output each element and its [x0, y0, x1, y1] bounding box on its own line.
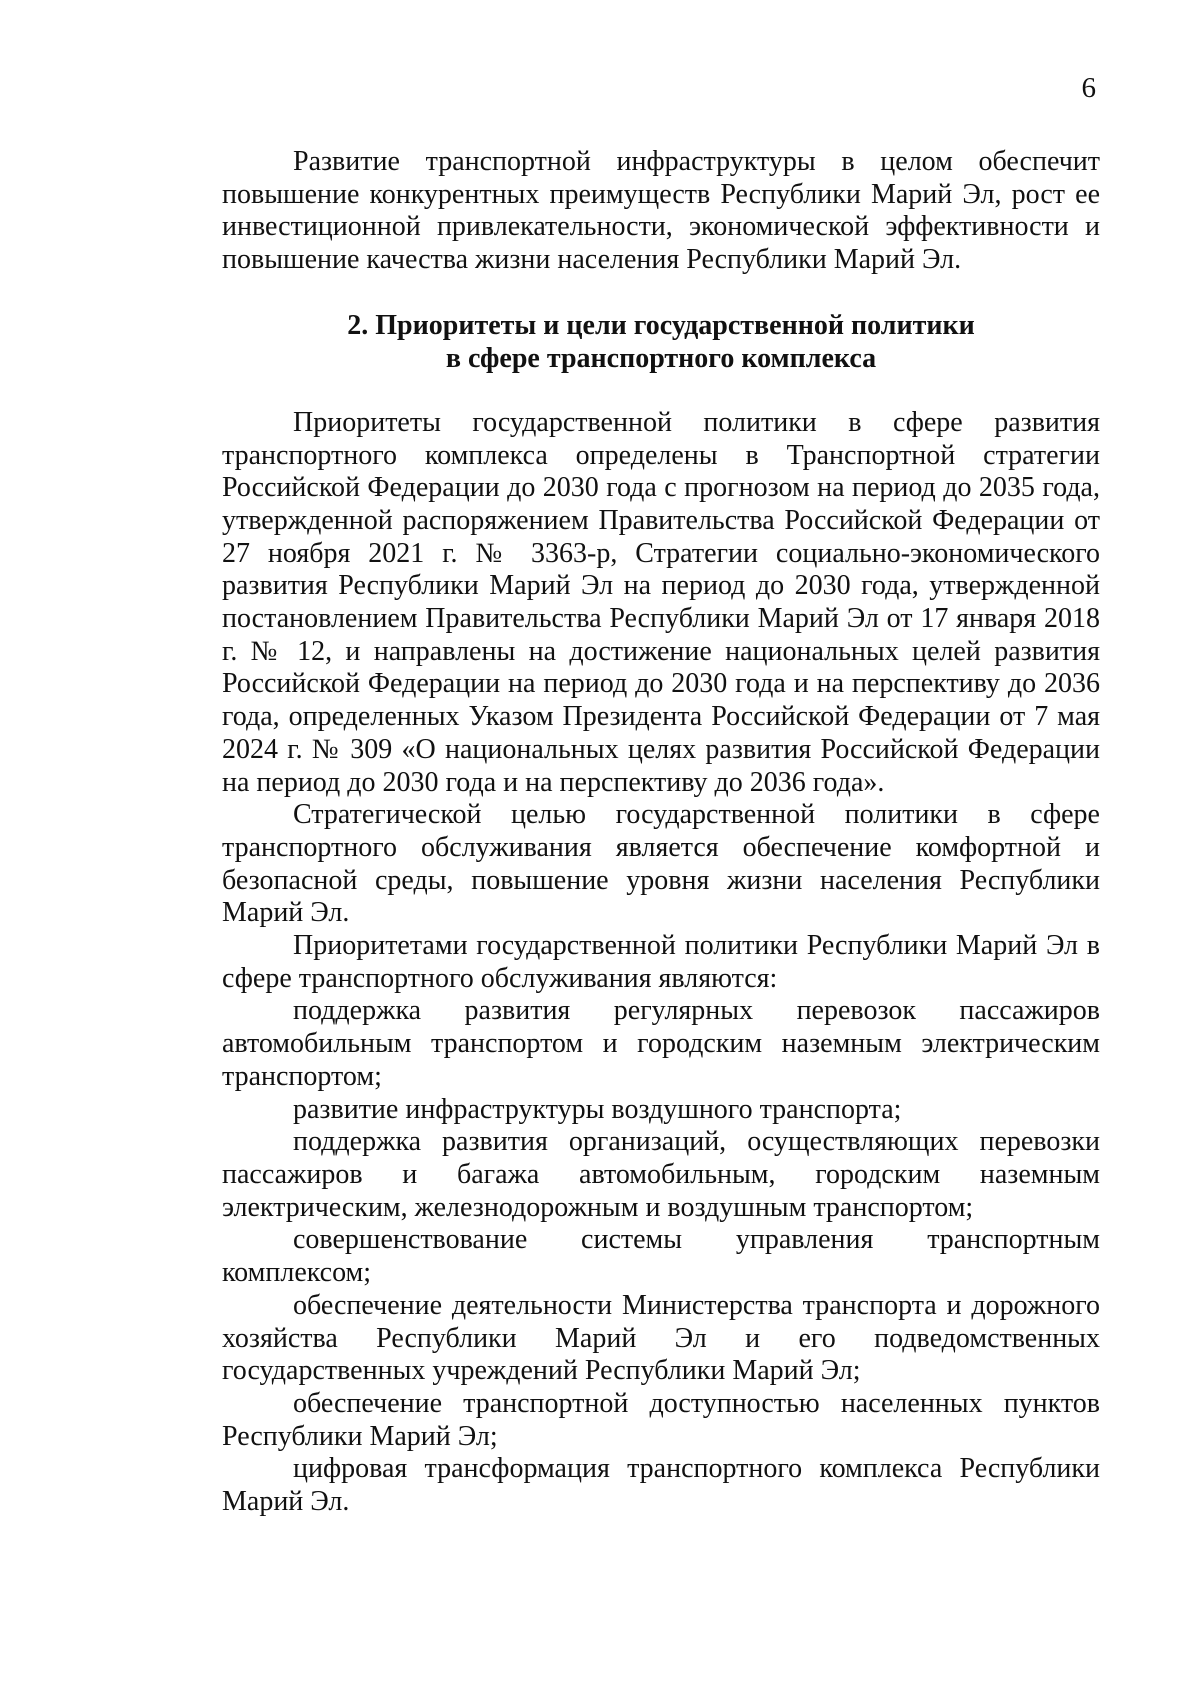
strategic-goal-paragraph: Стратегической целью государственной политики в сфере транспортного обслуживания является обеспечение комфортной и безопасной среды, повышение уровня жизни населения Республики Марий Эл.: [222, 799, 1100, 929]
priority-item: цифровая трансформация транспортного комплекса Республики Марий Эл.: [222, 1453, 1100, 1518]
priorities-paragraph: Приоритеты государственной политики в сфере развития транспортного комплекса определены в Транспортной стратегии Российской Федерации до 2030 года с прогнозом на период до 2035 года, утвержденной распоряжением Правительства Российской Федерации от 27 ноября 2021 г. № 3363-р, Стратегии социально-экономического развития Республики Марий Эл на период до 2030 года, утвержденной постановлением Правительства Республики Марий Эл от 17 января 2018 г. № 12, и направлены на достижение национальных целей развития Российской Федерации на период до 2030 года и на перспективу до 2036 года, определенных Указом Президента Российской Федерации от 7 мая 2024 г. № 309 «О национальных целях развития Российской Федерации на период до 2030 года и на перспективу до 2036 года».: [222, 406, 1100, 798]
intro-paragraph: Развитие транспортной инфраструктуры в целом обеспечит повышение конкурентных преимуществ Республики Марий Эл, рост ее инвестиционной привлекательности, экономической эффективности и повышение качества жизни населения Республики Марий Эл.: [222, 146, 1100, 276]
priority-item: совершенствование системы управления транспортным комплексом;: [222, 1224, 1100, 1289]
priority-item: развитие инфраструктуры воздушного транспорта;: [293, 1093, 902, 1125]
page-number: 6: [1081, 72, 1096, 104]
priorities-intro-paragraph: Приоритетами государственной политики Республики Марий Эл в сфере транспортного обслуживания являются:: [222, 930, 1100, 994]
section-heading: [222, 309, 1100, 375]
document-body: [222, 146, 1100, 1519]
priority-item: обеспечение транспортной доступностью населенных пунктов Республики Марий Эл;: [222, 1387, 1100, 1452]
priority-item: поддержка развития регулярных перевозок пассажиров автомобильным транспортом и городским наземным электрическим транспортом;: [222, 995, 1100, 1092]
priority-item: обеспечение деятельности Министерства транспорта и дорожного хозяйства Республики Марий Эл и его подведомственных государственных учреждений Республики Марий Эл;: [222, 1289, 1100, 1387]
section-heading-line-1: 2. Приоритеты и цели государственной политики: [347, 309, 975, 341]
priority-item: поддержка развития организаций, осуществляющих перевозки пассажиров и багажа автомобильным, городским наземным электрическим, железнодорожным и воздушным транспортом;: [222, 1126, 1100, 1223]
section-heading-line-2: в сфере транспортного комплекса: [445, 342, 877, 374]
